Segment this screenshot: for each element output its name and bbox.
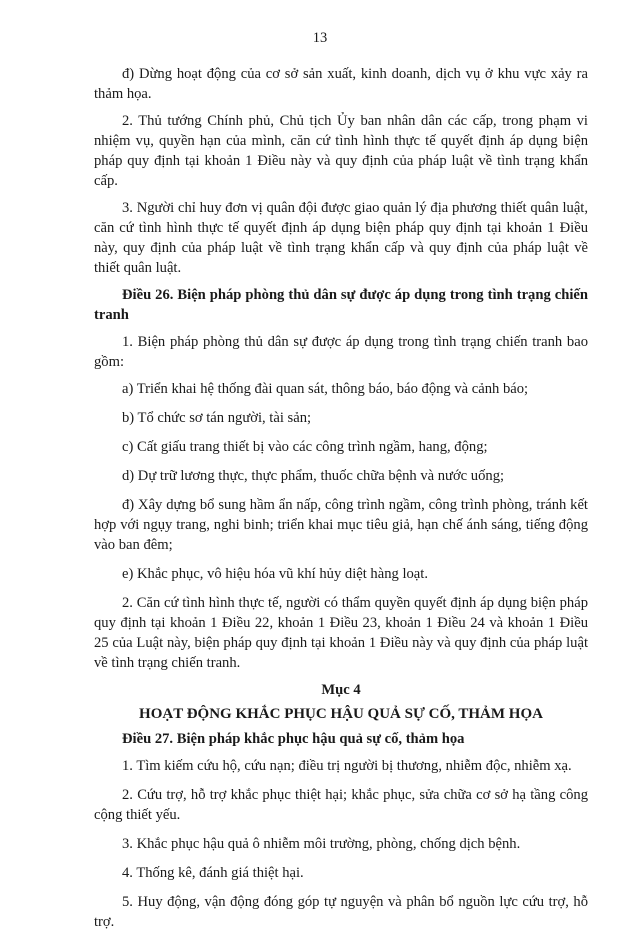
article-27-item-5: 5. Huy động, vận động đóng góp tự nguyện và phân bổ nguồn lực cứu trợ, hỗ trợ.: [94, 894, 588, 930]
list-item-e: e) Khắc phục, vô hiệu hóa vũ khí hủy diệt hàng loạt.: [122, 566, 428, 582]
paragraph-article-26-clause-1: 1. Biện pháp phòng thủ dân sự được áp dụng trong tình trạng chiến tranh bao gồm:: [94, 334, 588, 370]
list-item-d: d) Dự trữ lương thực, thực phẩm, thuốc chữa bệnh và nước uống;: [122, 468, 505, 484]
list-item-a: a) Triển khai hệ thống đài quan sát, thông báo, báo động và cảnh báo;: [122, 381, 529, 397]
section-label: Mục 4: [321, 682, 361, 698]
article-27-heading: Điều 27. Biện pháp khắc phục hậu quả sự cố, thảm họa: [122, 731, 465, 747]
paragraph-article-26-clause-2: 2. Căn cứ tình hình thực tế, người có thẩm quyền quyết định áp dụng biện pháp quy định tại khoản 1 Điều 22, khoản 1 Điều 23, khoản 1 Điều 24 và khoản 1 Điều 25 của Luật này, biện pháp quy định tại khoản 1 Điều này và quy định của pháp luật về tình trạng chiến tranh.: [94, 595, 588, 671]
list-item-b: b) Tổ chức sơ tán người, tài sản;: [122, 410, 312, 426]
article-27-item-3: 3. Khắc phục hậu quả ô nhiễm môi trường, phòng, chống dịch bệnh.: [122, 836, 521, 852]
section-title: HOẠT ĐỘNG KHẮC PHỤC HẬU QUẢ SỰ CỐ, THẢM HỌA: [139, 706, 543, 722]
article-27-item-4: 4. Thống kê, đánh giá thiệt hại.: [122, 865, 304, 881]
article-27-item-2: 2. Cứu trợ, hỗ trợ khắc phục thiệt hại; khắc phục, sửa chữa cơ sở hạ tầng công cộng thiết yếu.: [94, 787, 588, 823]
list-item-c: c) Cất giấu trang thiết bị vào các công trình ngầm, hang, động;: [122, 439, 488, 455]
article-26-heading: Điều 26. Biện pháp phòng thủ dân sự được áp dụng trong tình trạng chiến tranh: [94, 287, 588, 323]
article-27-item-1: 1. Tìm kiếm cứu hộ, cứu nạn; điều trị người bị thương, nhiễm độc, nhiễm xạ.: [122, 758, 572, 774]
list-item-dd: đ) Xây dựng bổ sung hầm ẩn nấp, công trình ngầm, công trình phòng, tránh kết hợp với ngụy trang, nghi binh; triển khai mục tiêu giả, hạn chế ánh sáng, tiếng động vào ban đêm;: [94, 497, 588, 553]
paragraph-d-stop-operations: đ) Dừng hoạt động của cơ sở sản xuất, kinh doanh, dịch vụ ở khu vực xảy ra thảm họa.: [94, 66, 588, 102]
paragraph-clause-3: 3. Người chỉ huy đơn vị quân đội được giao quản lý địa phương thiết quân luật, căn cứ tình hình thực tế quyết định áp dụng biện pháp quy định tại khoản 1 Điều này, quy định của pháp luật về tình trạng khẩn cấp và quy định của pháp luật về thiết quân luật.: [94, 200, 588, 276]
paragraph-clause-2: 2. Thủ tướng Chính phủ, Chủ tịch Ủy ban nhân dân các cấp, trong phạm vi nhiệm vụ, quyền hạn của mình, căn cứ tình hình thực tế quyết định áp dụng biện pháp quy định tại khoản 1 Điều này và quy định của pháp luật về tình trạng khẩn cấp.: [94, 113, 588, 189]
page-number: 13: [312, 30, 328, 46]
page-content: [94, 64, 588, 941]
